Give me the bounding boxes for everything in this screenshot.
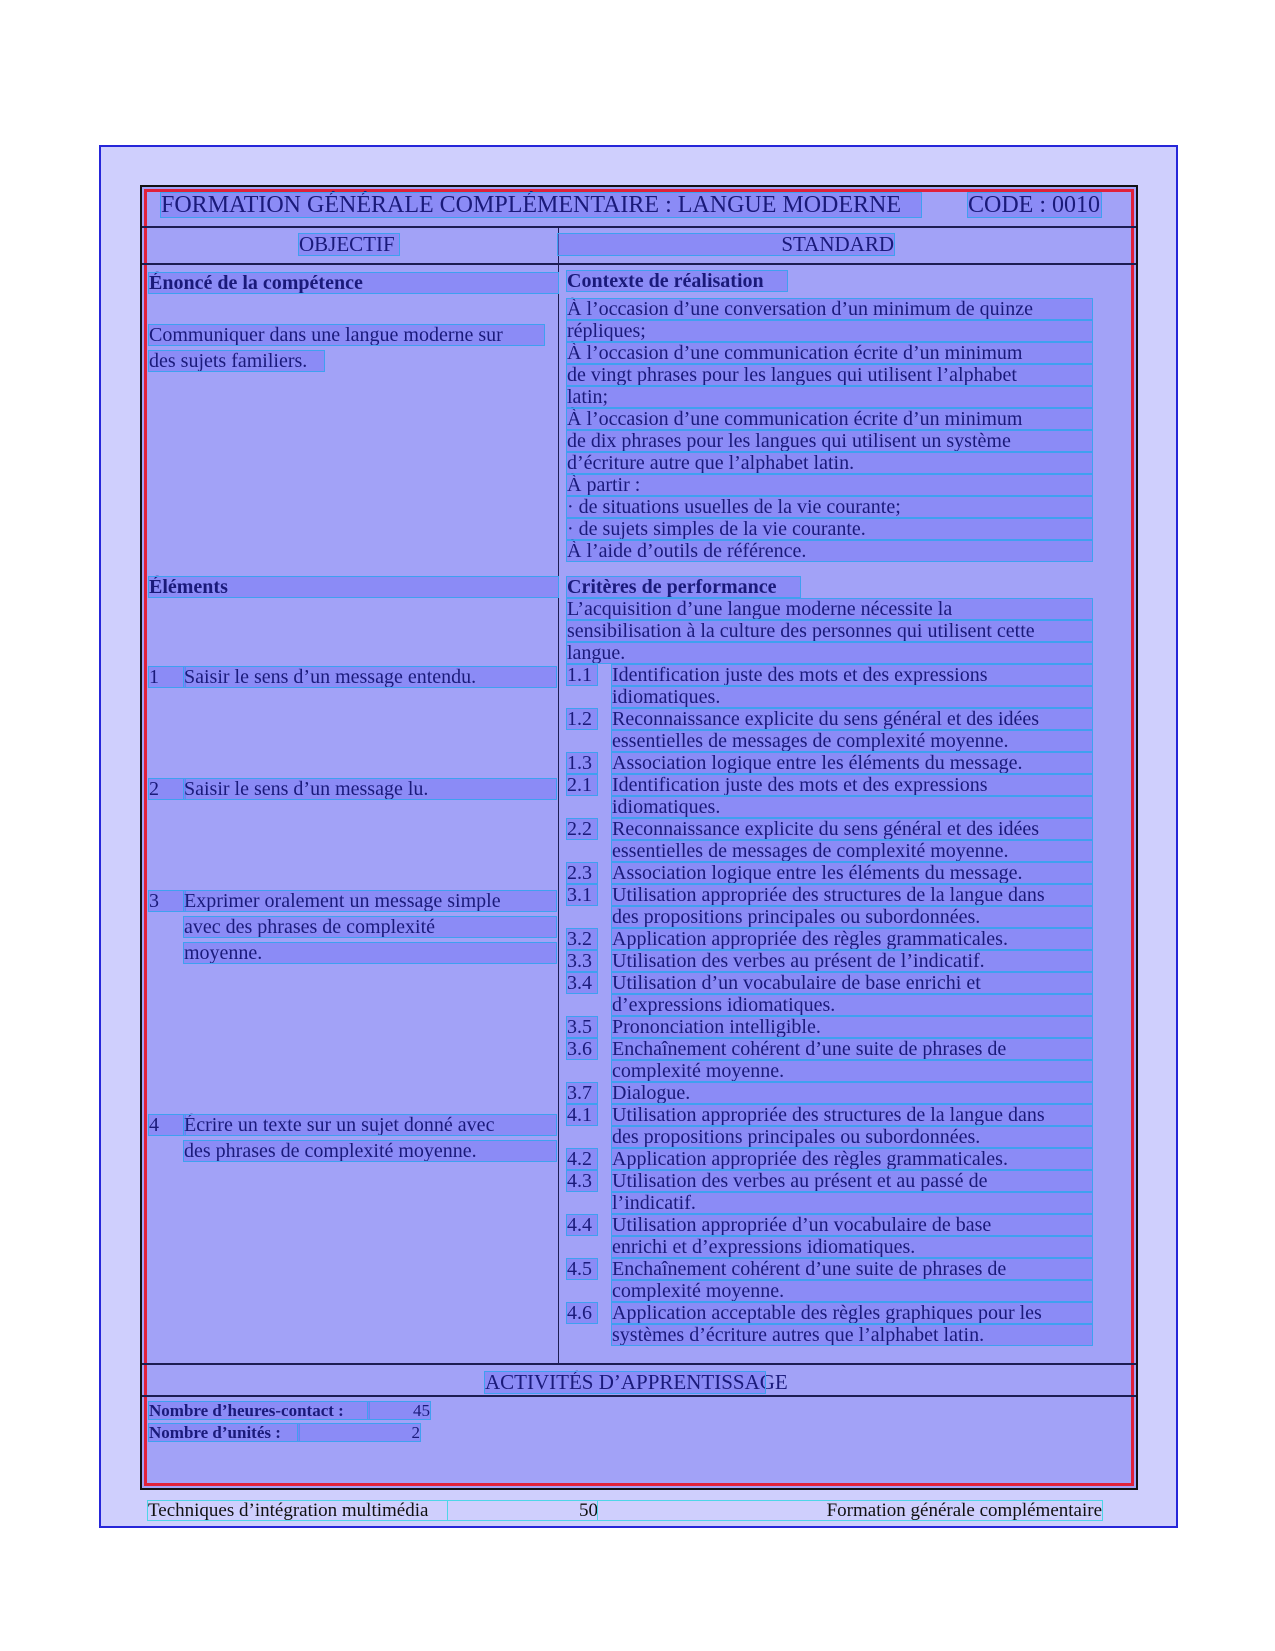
criterion-text: Reconnaissance explicite du sens général et des idées <box>612 819 1092 839</box>
hours-label: Nombre d’heures-contact : <box>149 1402 369 1419</box>
rule-above-activities <box>142 1363 1136 1365</box>
criterion-number: 4.1 <box>567 1105 597 1125</box>
rule-under-columns <box>142 263 1136 265</box>
criterion-text: essentielles de messages de complexité moyenne. <box>612 841 1092 861</box>
hours-value: 45 <box>368 1402 430 1419</box>
criterion-number: 3.6 <box>567 1039 597 1059</box>
criterion-number: 3.2 <box>567 929 597 949</box>
criterion-number: 2.3 <box>567 863 597 883</box>
contexte-line: À l’occasion d’une communication écrite d’un minimum <box>567 409 1092 429</box>
contexte-line: À partir : <box>567 475 1092 495</box>
criterion-text: Enchaînement cohérent d’une suite de phrases de <box>612 1259 1092 1279</box>
criteres-heading: Critères de performance <box>567 577 800 597</box>
criterion-text: complexité moyenne. <box>612 1061 1092 1081</box>
criterion-text: Application appropriée des règles grammaticales. <box>612 929 1092 949</box>
criterion-number: 4.2 <box>567 1149 597 1169</box>
element-text: Saisir le sens d’un message entendu. <box>184 667 556 687</box>
column-divider <box>558 227 559 1364</box>
contexte-line: · de sujets simples de la vie courante. <box>567 519 1092 539</box>
contexte-line: de dix phrases pour les langues qui utilisent un système <box>567 431 1092 451</box>
criterion-text: Application appropriée des règles grammaticales. <box>612 1149 1092 1169</box>
criterion-number: 3.3 <box>567 951 597 971</box>
element-text: Exprimer oralement un message simple <box>184 891 556 911</box>
contexte-line: À l’occasion d’une conversation d’un minimum de quinze <box>567 299 1092 319</box>
criterion-text: Utilisation d’un vocabulaire de base enrichi et <box>612 973 1092 993</box>
criterion-text: l’indicatif. <box>612 1193 1092 1213</box>
criterion-text: idiomatiques. <box>612 797 1092 817</box>
form-title: FORMATION GÉNÉRALE COMPLÉMENTAIRE : LANGUE MODERNE <box>161 193 921 217</box>
element-number: 4 <box>149 1115 185 1135</box>
units-label: Nombre d’unités : <box>149 1424 299 1441</box>
elements-heading: Éléments <box>149 577 558 597</box>
criterion-text: Dialogue. <box>612 1083 1092 1103</box>
criteres-intro-line: L’acquisition d’une langue moderne nécessite la <box>567 599 1092 619</box>
contexte-line: À l’occasion d’une communication écrite d’un minimum <box>567 343 1092 363</box>
criterion-text: Utilisation des verbes au présent et au passé de <box>612 1171 1092 1191</box>
form-code: CODE : 0010 <box>968 192 1100 218</box>
column-heading-standard: STANDARD <box>558 234 894 255</box>
contexte-heading: Contexte de réalisation <box>567 271 787 291</box>
contexte-line: À l’aide d’outils de référence. <box>567 541 1092 561</box>
criterion-number: 2.1 <box>567 775 597 795</box>
criterion-text: Prononciation intelligible. <box>612 1017 1092 1037</box>
criterion-number: 4.6 <box>567 1303 597 1323</box>
criterion-number: 3.4 <box>567 973 597 993</box>
element-text: avec des phrases de complexité <box>184 917 556 937</box>
element-text: moyenne. <box>184 943 556 963</box>
criterion-number: 2.2 <box>567 819 597 839</box>
competence-statement-line-1: Communiquer dans une langue moderne sur <box>149 325 544 345</box>
units-value: 2 <box>298 1424 420 1441</box>
element-text: des phrases de complexité moyenne. <box>184 1141 556 1161</box>
criterion-text: idiomatiques. <box>612 687 1092 707</box>
criterion-text: Enchaînement cohérent d’une suite de phrases de <box>612 1039 1092 1059</box>
criterion-text: des propositions principales ou subordonnées. <box>612 907 1092 927</box>
criterion-text: Association logique entre les éléments du message. <box>612 863 1092 883</box>
criterion-text: d’expressions idiomatiques. <box>612 995 1092 1015</box>
criterion-text: des propositions principales ou subordonnées. <box>612 1127 1092 1147</box>
element-number: 1 <box>149 667 185 687</box>
criterion-text: complexité moyenne. <box>612 1281 1092 1301</box>
criterion-number: 1.3 <box>567 753 597 773</box>
criterion-text: Association logique entre les éléments du message. <box>612 753 1092 773</box>
criterion-number: 1.1 <box>567 665 597 685</box>
competence-statement-line-2: des sujets familiers. <box>149 351 324 371</box>
element-text: Saisir le sens d’un message lu. <box>184 779 556 799</box>
criterion-text: essentielles de messages de complexité moyenne. <box>612 731 1092 751</box>
criterion-number: 3.5 <box>567 1017 597 1037</box>
criterion-number: 3.7 <box>567 1083 597 1103</box>
criterion-text: Utilisation appropriée d’un vocabulaire de base <box>612 1215 1092 1235</box>
criterion-text: Identification juste des mots et des expressions <box>612 665 1092 685</box>
rule-under-title <box>142 226 1136 228</box>
footer-section: Formation générale complémentaire <box>598 1501 1102 1520</box>
contexte-line: de vingt phrases pour les langues qui utilisent l’alphabet <box>567 365 1092 385</box>
contexte-line: d’écriture autre que l’alphabet latin. <box>567 453 1092 473</box>
footer-page-number: 50 <box>448 1501 598 1520</box>
rule-under-activities <box>142 1395 1136 1397</box>
criterion-number: 4.3 <box>567 1171 597 1191</box>
column-heading-objectif: OBJECTIF <box>299 234 399 255</box>
criterion-number: 4.5 <box>567 1259 597 1279</box>
criterion-text: enrichi et d’expressions idiomatiques. <box>612 1237 1092 1257</box>
activites-heading: ACTIVITÉS D’APPRENTISSAGE <box>485 1370 788 1394</box>
element-number: 3 <box>149 891 185 911</box>
criterion-text: Utilisation appropriée des structures de la langue dans <box>612 885 1092 905</box>
element-number: 2 <box>149 779 185 799</box>
element-text: Écrire un texte sur un sujet donné avec <box>184 1115 556 1135</box>
criteres-intro-line: langue. <box>567 643 1092 663</box>
contexte-line: répliques; <box>567 321 1092 341</box>
criterion-text: Utilisation appropriée des structures de la langue dans <box>612 1105 1092 1125</box>
criterion-text: Utilisation des verbes au présent de l’indicatif. <box>612 951 1092 971</box>
criterion-number: 4.4 <box>567 1215 597 1235</box>
criteres-intro-line: sensibilisation à la culture des personnes qui utilisent cette <box>567 621 1092 641</box>
footer-program: Techniques d’intégration multimédia <box>148 1501 448 1520</box>
criterion-text: systèmes d’écriture autres que l’alphabet latin. <box>612 1325 1092 1345</box>
contexte-line: · de situations usuelles de la vie courante; <box>567 497 1092 517</box>
criterion-text: Identification juste des mots et des expressions <box>612 775 1092 795</box>
contexte-line: latin; <box>567 387 1092 407</box>
criterion-text: Application acceptable des règles graphiques pour les <box>612 1303 1092 1323</box>
criterion-number: 3.1 <box>567 885 597 905</box>
criterion-number: 1.2 <box>567 709 597 729</box>
competence-heading: Énoncé de la compétence <box>149 273 558 293</box>
criterion-text: Reconnaissance explicite du sens général et des idées <box>612 709 1092 729</box>
